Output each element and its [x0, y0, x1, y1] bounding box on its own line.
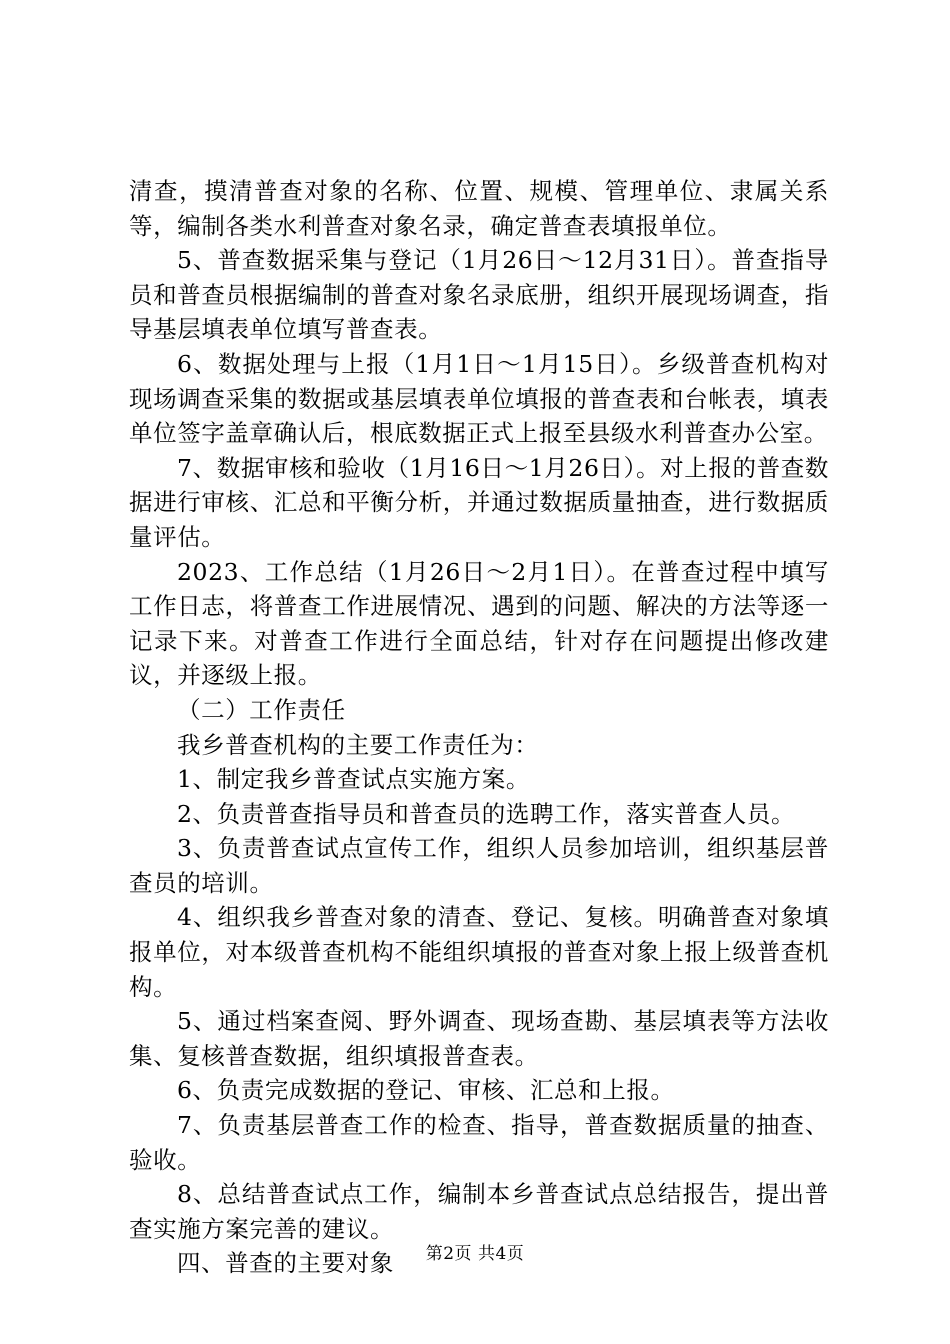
paragraph-responsibility-intro: 我乡普查机构的主要工作责任为：: [177, 730, 539, 759]
section-heading-responsibility: （二）工作责任: [177, 695, 346, 724]
paragraph-step-summary: 2023、工作总结（1月26日～2月1日）。在普查过程中填写工作日志，将普查工作进展情况、遇到的问题、解决的方法等逐一记录下来。对普查工作进行全面总结，针对存在问题提出修改建议，并逐级上报。: [129, 557, 829, 690]
paragraph-continuation: 清查，摸清普查对象的名称、位置、规模、管理单位、隶属关系等，编制各类水利普查对象名录，确定普查表填报单位。: [129, 177, 829, 240]
list-item-responsibility-6: 6、负责完成数据的登记、审核、汇总和上报。: [177, 1076, 675, 1105]
list-item-responsibility-3: 3、负责普查试点宣传工作，组织人员参加培训，组织基层普查员的培训。: [129, 834, 829, 897]
paragraph-step-5: 5、普查数据采集与登记（1月26日～12月31日）。普查指导员和普查员根据编制的普查对象名录底册，组织开展现场调查，指导基层填表单位填写普查表。: [129, 246, 829, 344]
list-item-responsibility-2: 2、负责普查指导员和普查员的选聘工作，落实普查人员。: [177, 799, 796, 828]
paragraph-step-7: 7、数据审核和验收（1月16日～1月26日）。对上报的普查数据进行审核、汇总和平衡分析，并通过数据质量抽查，进行数据质量评估。: [129, 453, 829, 551]
list-item-responsibility-8: 8、总结普查试点工作，编制本乡普查试点总结报告，提出普查实施方案完善的建议。: [129, 1180, 829, 1243]
document-body: [129, 174, 829, 1281]
paragraph-step-6: 6、数据处理与上报（1月1日～1月15日）。乡级普查机构对现场调查采集的数据或基层填表单位填报的普查表和台帐表，填表单位签字盖章确认后，根底数据正式上报至县级水利普查办公室。: [129, 349, 829, 448]
list-item-responsibility-4: 4、组织我乡普查对象的清查、登记、复核。明确普查对象填报单位，对本级普查机构不能组织填报的普查对象上报上级普查机构。: [129, 903, 829, 1001]
page-number-footer: 第2页 共4页: [425, 1244, 525, 1264]
section-heading-objects: 四、普查的主要对象: [177, 1249, 394, 1278]
list-item-responsibility-5: 5、通过档案查阅、野外调查、现场查勘、基层填表等方法收集、复核普查数据，组织填报普查表。: [129, 1007, 829, 1070]
list-item-responsibility-1: 1、制定我乡普查试点实施方案。: [177, 765, 530, 794]
list-item-responsibility-7: 7、负责基层普查工作的检查、指导，普查数据质量的抽查、验收。: [129, 1111, 829, 1174]
